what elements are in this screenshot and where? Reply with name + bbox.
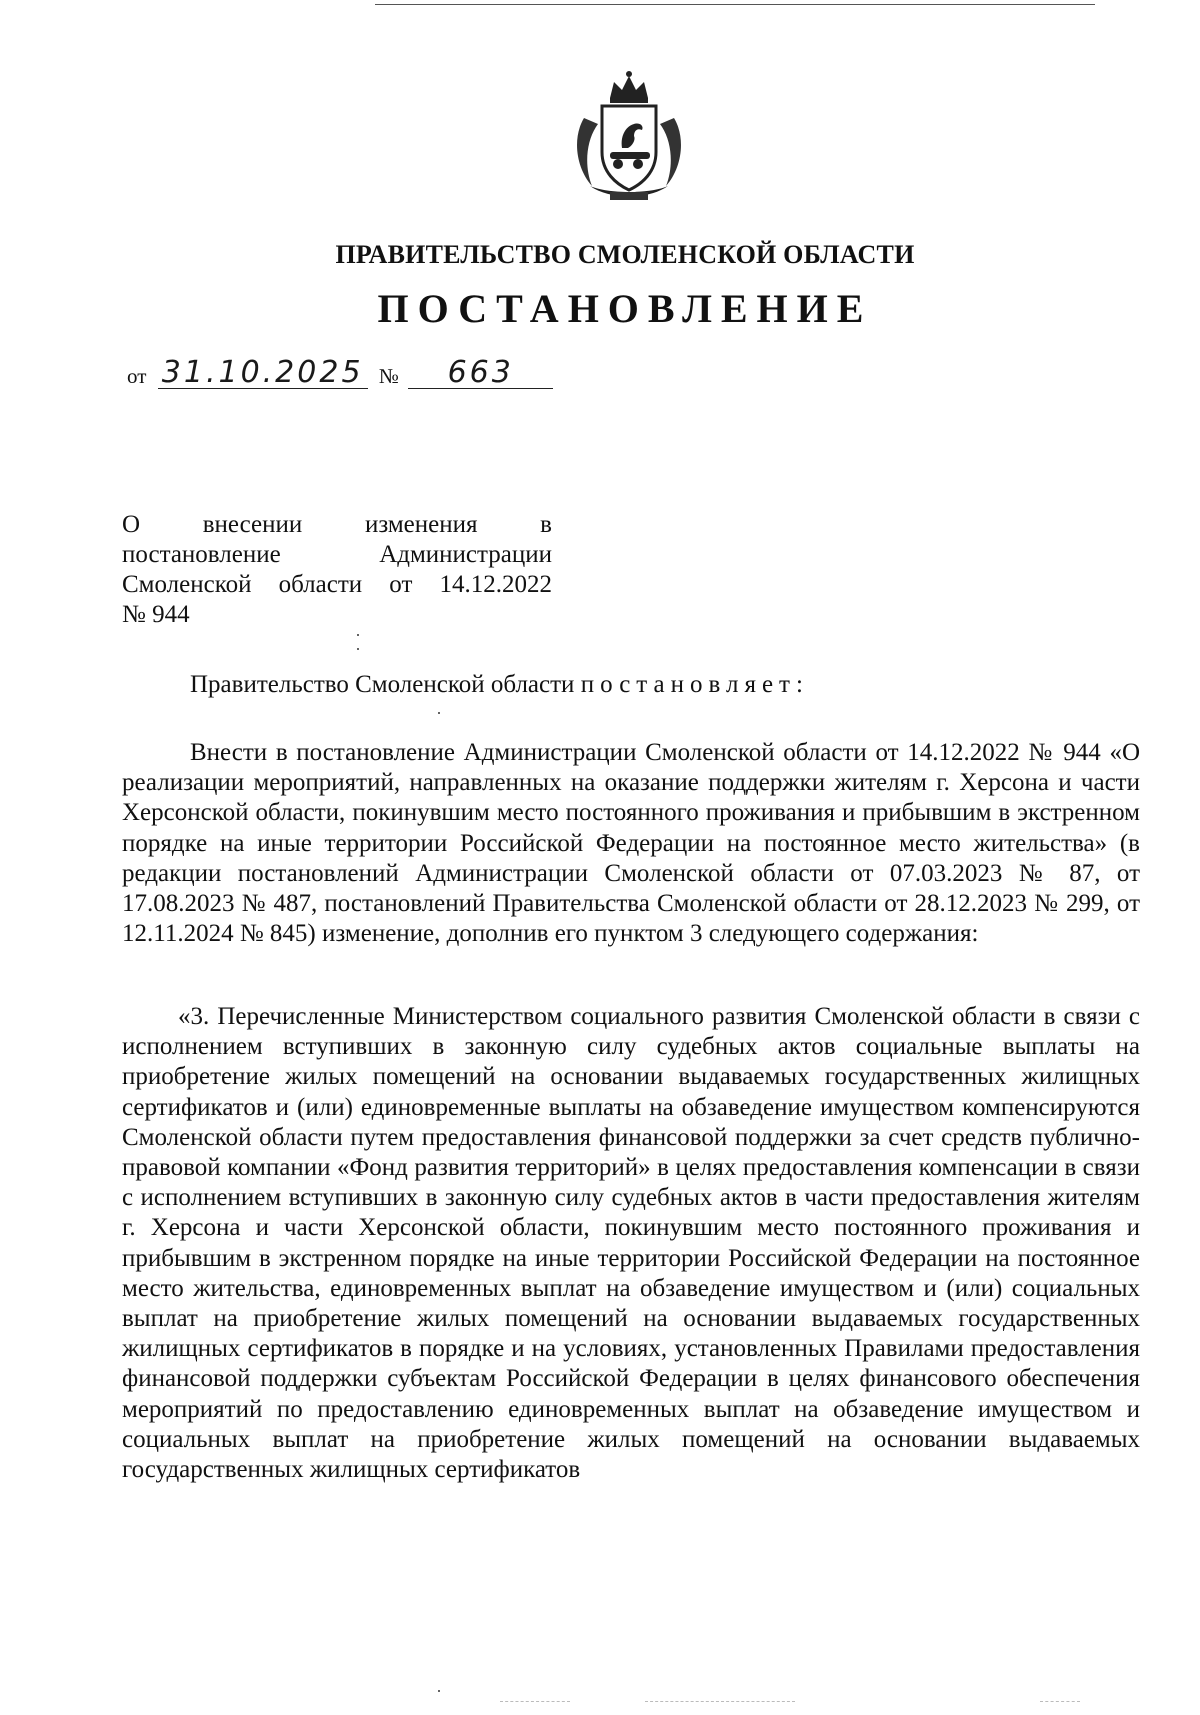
number-prefix-label: № [378,364,399,388]
preamble-lead: Правительство Смоленской области [190,671,581,698]
scan-bottom-mark [645,1701,795,1705]
body-paragraph-2 [122,1002,1140,1485]
subject-line: постановление Администрации [122,541,552,568]
subject-line: О внесении изменения в [122,511,552,538]
paragraph-text: Внести в постановление Администрации Смоленской области от 14.12.2022 № 944 «О реализации мероприятий, направленных на оказание поддержки жителям г. Херсона и части Херсонской области, покинувшим место постоянного проживания и прибывшим в экстренном порядке на иные территории Российской Федерации на постоянное место жительства» (в редакции постановлений Администрации Смоленской области от 07.03.2023 № 87, от 17.08.2023 № 487, постановлений Правительства Смоленской области от 28.12.2023 № 299, от 12.11.2024 № 845) изменение, дополнив его пунктом 3 следующего содержания: [122,739,1140,948]
scan-speck [357,634,359,636]
paragraph-text: «3. Перечисленные Министерством социального развития Смоленской области в связи с исполнением вступивших в законную силу судебных актов социальные выплаты на приобретение жилых помещений на основании выдаваемых государственных жилищных сертификатов и (или) единовременные выплаты на обзаведение имуществом компенсируются Смоленской области путем предоставления финансовой поддержки за счет средств публично-правовой компании «Фонд развития территорий» в целях предоставления компенсации в связи с исполнением вступивших в законную силу судебных актов в части предоставления жителям г. Херсона и части Херсонской области, покинувшим место постоянного проживания и прибывшим в экстренном порядке на иные территории Российской Федерации на постоянное место жительства, единовременных выплат на обзаведение имуществом и (или) социальных выплат на приобретение жилых помещений на основании выдаваемых государственных жилищных сертификатов в порядке и на условиях, установленных Правилами предоставления финансовой поддержки субъектам Российской Федерации в целях финансового обеспечения мероприятий по предоставлению единовременных выплат на обзаведение имуществом и социальных выплат на приобретение жилых помещений на основании выдаваемых государственных жилищных сертификатов [122,1003,1140,1484]
smolensk-coat-of-arms-icon [570,68,688,203]
scan-speck [357,648,359,650]
subject-line: № 944 [122,601,190,628]
document-type-title: ПОСТАНОВЛЕНИЕ [377,286,873,331]
scan-speck [438,712,440,714]
scan-bottom-mark [1040,1701,1080,1705]
scan-speck [438,1690,440,1692]
scan-top-rule [375,4,1095,5]
organization-title: ПРАВИТЕЛЬСТВО СМОЛЕНСКОЙ ОБЛАСТИ [335,240,915,269]
preamble [190,670,809,700]
subject-line: Смоленской области от 14.12.2022 [122,571,552,598]
handwritten-date: 31.10.2025 [158,358,368,389]
body-paragraph-1 [122,738,1140,949]
preamble-decree-word: постановляет: [580,671,809,698]
handwritten-number: 663 [408,358,553,389]
document-subject [122,510,552,630]
date-prefix-label: от [127,364,147,388]
date-number-line [127,355,553,394]
scan-bottom-mark [500,1701,570,1705]
